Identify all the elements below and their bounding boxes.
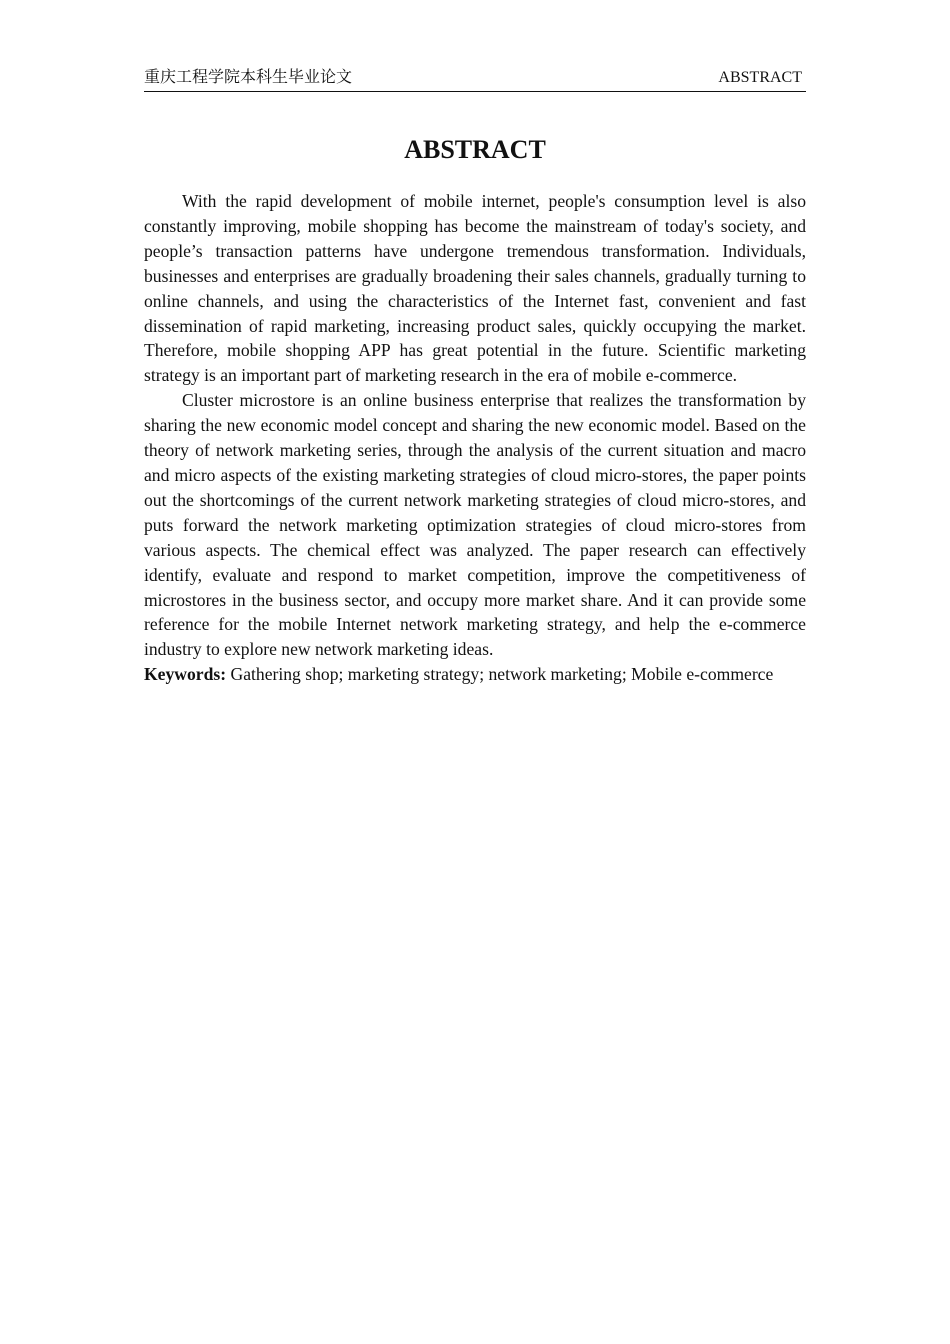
page-title: ABSTRACT xyxy=(404,135,546,164)
keywords-label: Keywords: xyxy=(144,664,227,685)
keywords-text: Gathering shop; marketing strategy; network marketing; Mobile e-commerce xyxy=(230,664,774,685)
running-header xyxy=(144,67,806,92)
abstract-paragraph-2: Cluster microstore is an online business enterprise that realizes the transformation by sharing the new economic model concept and sharing the new economic model. Based on the theory of network marketing series, through the analysis of the current situation and macro and micro aspects of the existing marketing strategies of cloud micro-stores, the paper points out the shortcomings of the current network marketing strategies of cloud micro-stores, and puts forward the network marketing optimization strategies of cloud micro-stores from various aspects. The chemical effect was analyzed. The paper research can effectively identify, evaluate and respond to market competition, improve the competitiveness of microstores in the business sector, and occupy more market share. And it can provide some reference for the mobile Internet network marketing strategy, and help the e-commerce industry to explore new network marketing ideas. xyxy=(144,390,806,660)
keywords-line xyxy=(144,662,806,687)
header-section-label: ABSTRACT xyxy=(718,69,802,86)
abstract-body xyxy=(144,189,806,687)
header-university-title: 重庆工程学院本科生毕业论文 xyxy=(144,69,353,86)
abstract-paragraph-1: With the rapid development of mobile internet, people's consumption level is also constantly improving, mobile shopping has become the mainstream of today's society, and people’s transaction patterns have undergone tremendous transformation. Individuals, businesses and enterprises are gradually broadening their sales channels, gradually turning to online channels, and using the characteristics of the Internet fast, convenient and fast dissemination of rapid marketing, increasing product sales, quickly occupying the market. Therefore, mobile shopping APP has great potential in the future. Scientific marketing strategy is an important part of marketing research in the era of mobile e-commerce. xyxy=(144,191,806,386)
